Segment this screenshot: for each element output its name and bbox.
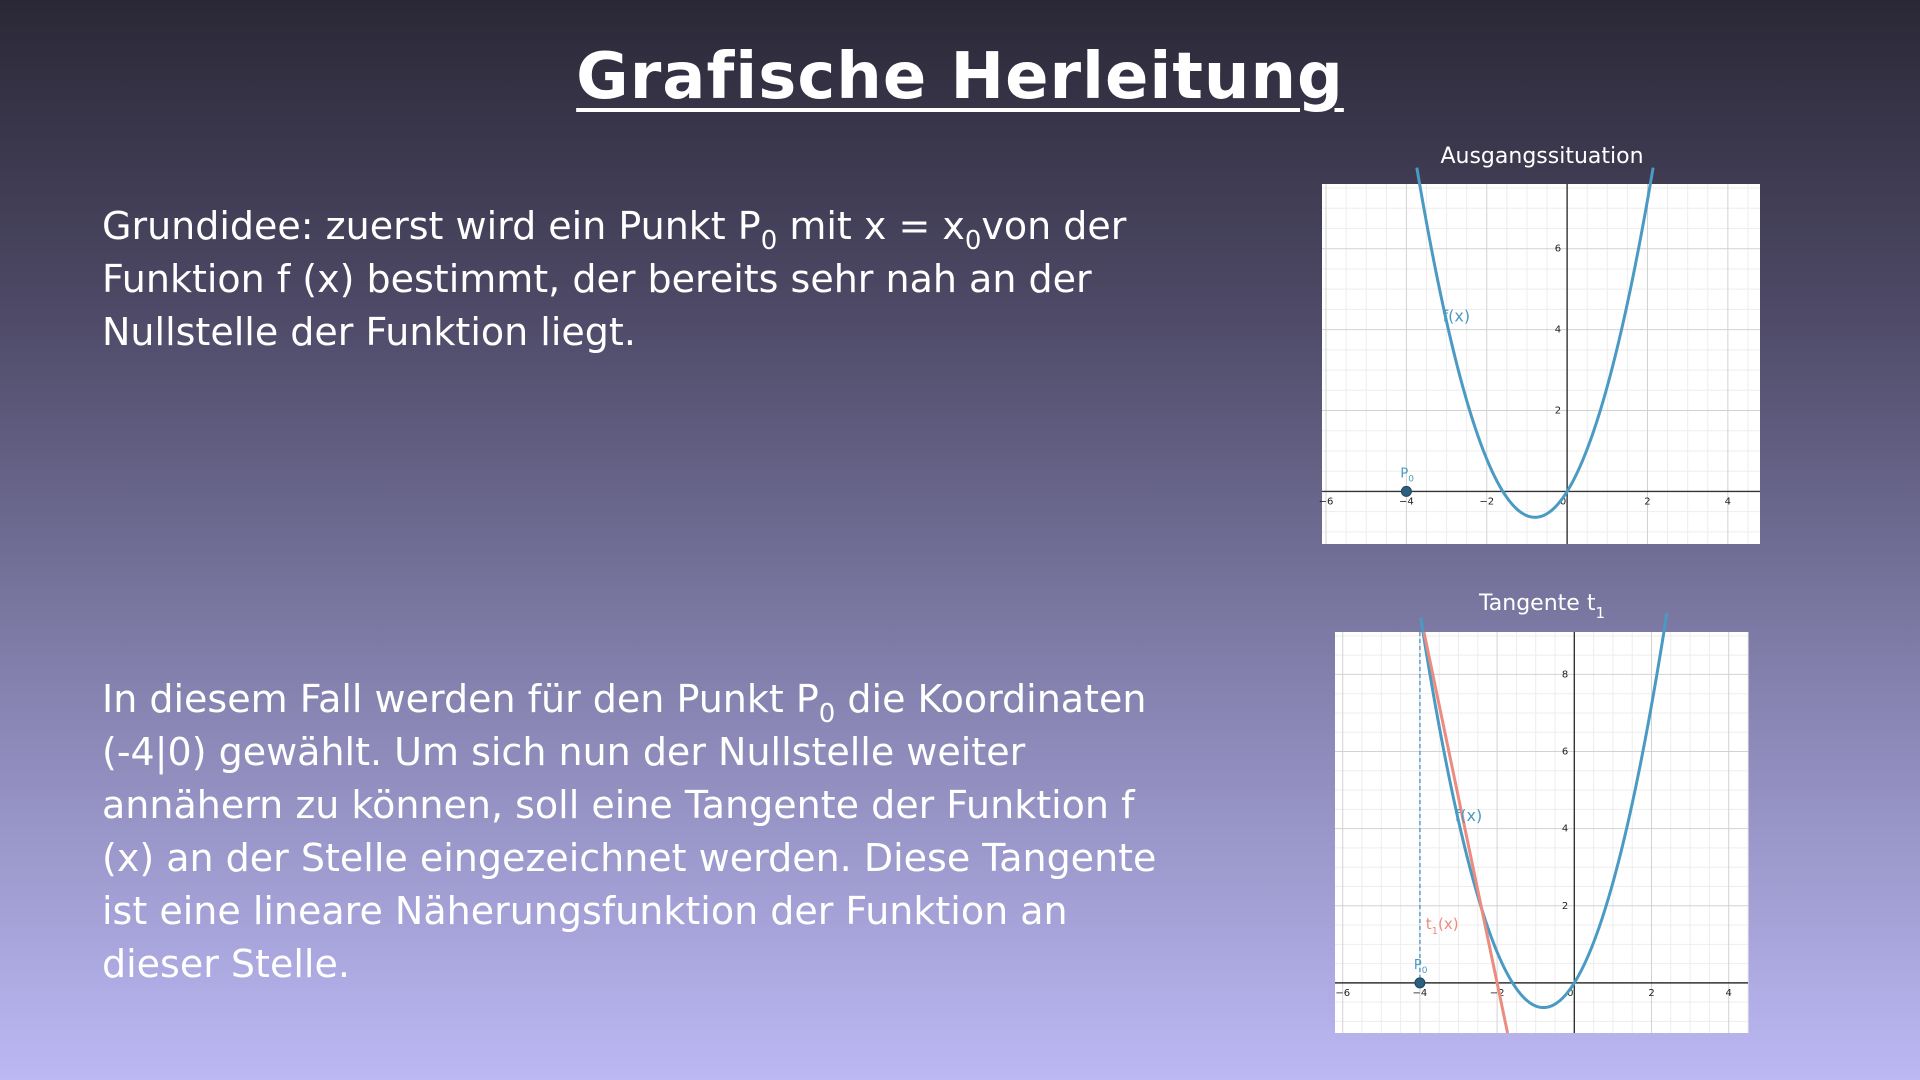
page-title: Grafische Herleitung [576, 40, 1344, 114]
point-p0-label: $P_0$ [1413, 957, 1428, 976]
x-tick-label: −4 [1412, 987, 1428, 999]
tangent-line [1424, 632, 1508, 1033]
y-tick-label: 4 [1561, 823, 1569, 835]
tangent-label: $t_1(x)$ [1425, 914, 1459, 937]
graph2-title: Tangente $t_1$ [1479, 591, 1605, 622]
graph-ausgangssituation [1318, 184, 1760, 544]
y-tick-label: 2 [1554, 405, 1562, 417]
x-tick-label: −2 [1489, 987, 1505, 999]
y-tick-label: 4 [1554, 324, 1562, 336]
explanation-paragraph: In diesem Fall werden für den Punkt $P_0$ die Koordinaten (-4|0) gewählt. Um sich nun der Nullstelle weiter annähern zu können, soll eine Tangente der Funktion f (x) an der Stelle eingezeichnet werden. Diese Tangente ist eine lineare Näherungsfunktion der Funktion an dieser Stelle. [102, 677, 1157, 986]
graph2-plot [1335, 632, 1748, 1033]
x-tick-label: −2 [1479, 496, 1495, 508]
point-p0-label: $P_0$ [1400, 466, 1414, 485]
x-tick-label: 2 [1648, 987, 1655, 999]
y-tick-label: 6 [1554, 243, 1562, 255]
x-tick-label: 0 [1559, 496, 1567, 508]
intro-paragraph: Grundidee: zuerst wird ein Punkt $P_0$ mit $x = x_0von$ der Funktion f (x) bestimmt, der bereits sehr nah an der Nullstelle der Funktion liegt. [102, 204, 1127, 354]
point-p0 [1415, 978, 1425, 988]
graph-tangente [1335, 632, 1748, 1033]
y-tick-label: 6 [1561, 746, 1569, 758]
x-tick-label: 2 [1644, 496, 1651, 508]
graph1-plot [1318, 184, 1760, 544]
x-tick-label: −6 [1318, 496, 1334, 508]
point-p0 [1401, 486, 1411, 496]
x-tick-label: −6 [1335, 987, 1351, 999]
y-tick-label: 8 [1561, 669, 1569, 681]
x-tick-label: −4 [1399, 496, 1414, 508]
x-tick-label: 4 [1724, 496, 1732, 508]
graph1-title: Ausgangssituation [1440, 144, 1644, 169]
function-label: f(x) [1442, 306, 1471, 326]
x-tick-label: 4 [1725, 987, 1732, 999]
function-label: f(x) [1454, 805, 1483, 825]
y-tick-label: 2 [1561, 900, 1569, 912]
x-tick-label: 0 [1567, 987, 1574, 999]
function-curve [1417, 168, 1653, 518]
